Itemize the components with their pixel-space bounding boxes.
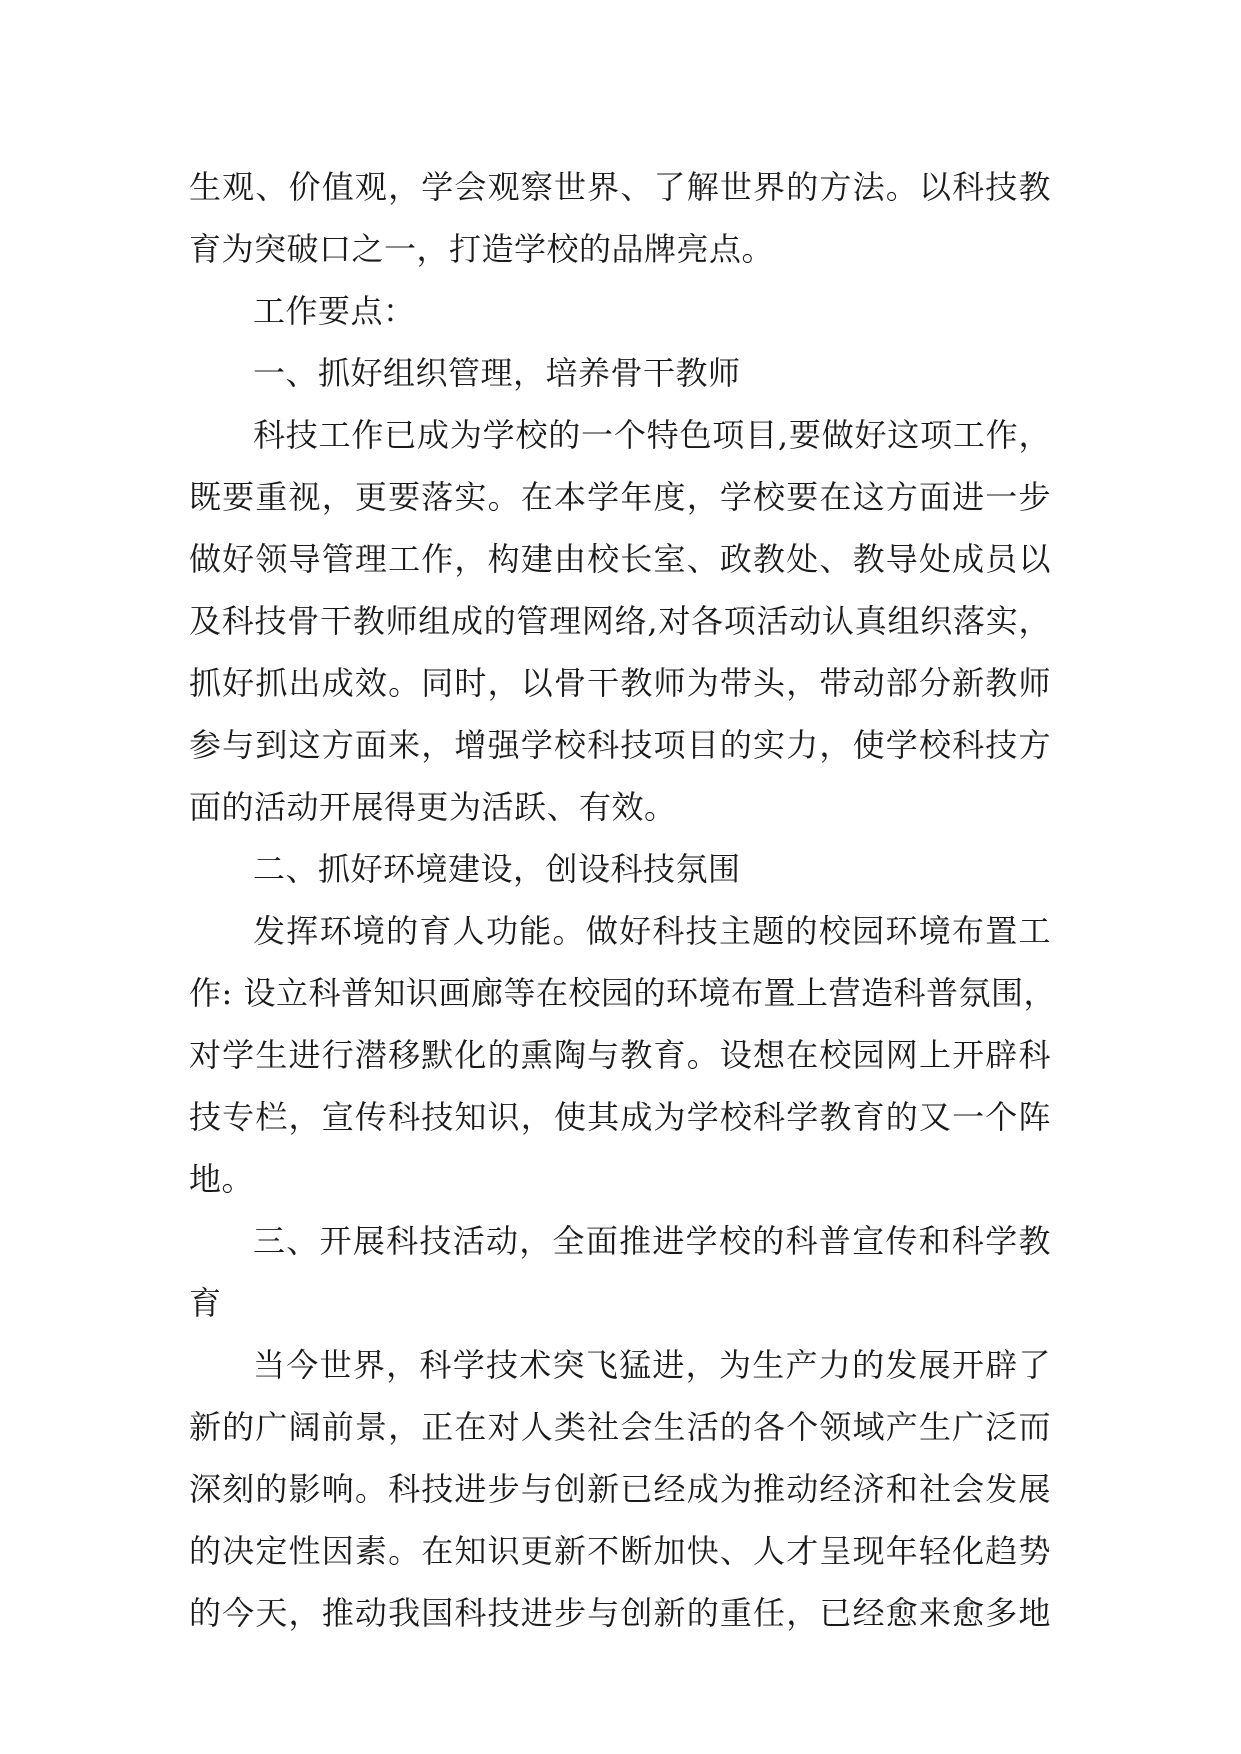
section-heading: 二、抓好环境建设，创设科技氛围 [253, 850, 741, 888]
text-line: 工作要点： [253, 292, 416, 330]
text-line: 的决定性因素。在知识更新不断加快、人才呈现年轻化趋势 [189, 1532, 1051, 1570]
text-line: 做好领导管理工作，构建由校长室、政教处、教导处成员以 [189, 540, 1051, 578]
text-line: 既要重视，更要落实。在本学年度，学校要在这方面进一步 [189, 478, 1051, 516]
text-line: 生观、价值观，学会观察世界、了解世界的方法。以科技教 [189, 168, 1051, 206]
text-line: 科技工作已成为学校的一个特色项目,要做好这项工作， [253, 416, 1051, 454]
section-heading: 三、开展科技活动，全面推进学校的科普宣传和科学教 [253, 1222, 1051, 1260]
text-line: 地。 [189, 1160, 255, 1198]
text-line: 抓好抓出成效。同时，以骨干教师为带头，带动部分新教师 [189, 664, 1051, 702]
text-line: 新的广阔前景，正在对人类社会生活的各个领域产生广泛而 [189, 1408, 1051, 1446]
text-line: 对学生进行潜移默化的熏陶与教育。设想在校园网上开辟科 [189, 1036, 1051, 1074]
text-line: 技专栏，宣传科技知识，使其成为学校科学教育的又一个阵 [189, 1098, 1051, 1136]
text-line: 育为突破口之一，打造学校的品牌亮点。 [189, 230, 775, 268]
text-line: 参与到这方面来，增强学校科技项目的实力，使学校科技方 [189, 726, 1051, 764]
text-line: 面的活动开展得更为活跃、有效。 [189, 788, 677, 826]
text-line: 育 [189, 1284, 222, 1322]
document-body [189, 156, 1056, 1644]
text-line: 作: 设立科普知识画廊等在校园的环境布置上营造科普氛围， [189, 974, 1056, 1012]
text-line: 当今世界，科学技术突飞猛进，为生产力的发展开辟了 [253, 1346, 1051, 1384]
section-heading: 一、抓好组织管理，培养骨干教师 [253, 354, 741, 392]
text-line: 深刻的影响。科技进步与创新已经成为推动经济和社会发展 [189, 1470, 1051, 1508]
text-line: 的今天，推动我国科技进步与创新的重任，已经愈来愈多地 [189, 1594, 1051, 1632]
text-line: 及科技骨干教师组成的管理网络,对各项活动认真组织落实， [189, 602, 1051, 640]
text-line: 发挥环境的育人功能。做好科技主题的校园环境布置工 [253, 912, 1051, 950]
